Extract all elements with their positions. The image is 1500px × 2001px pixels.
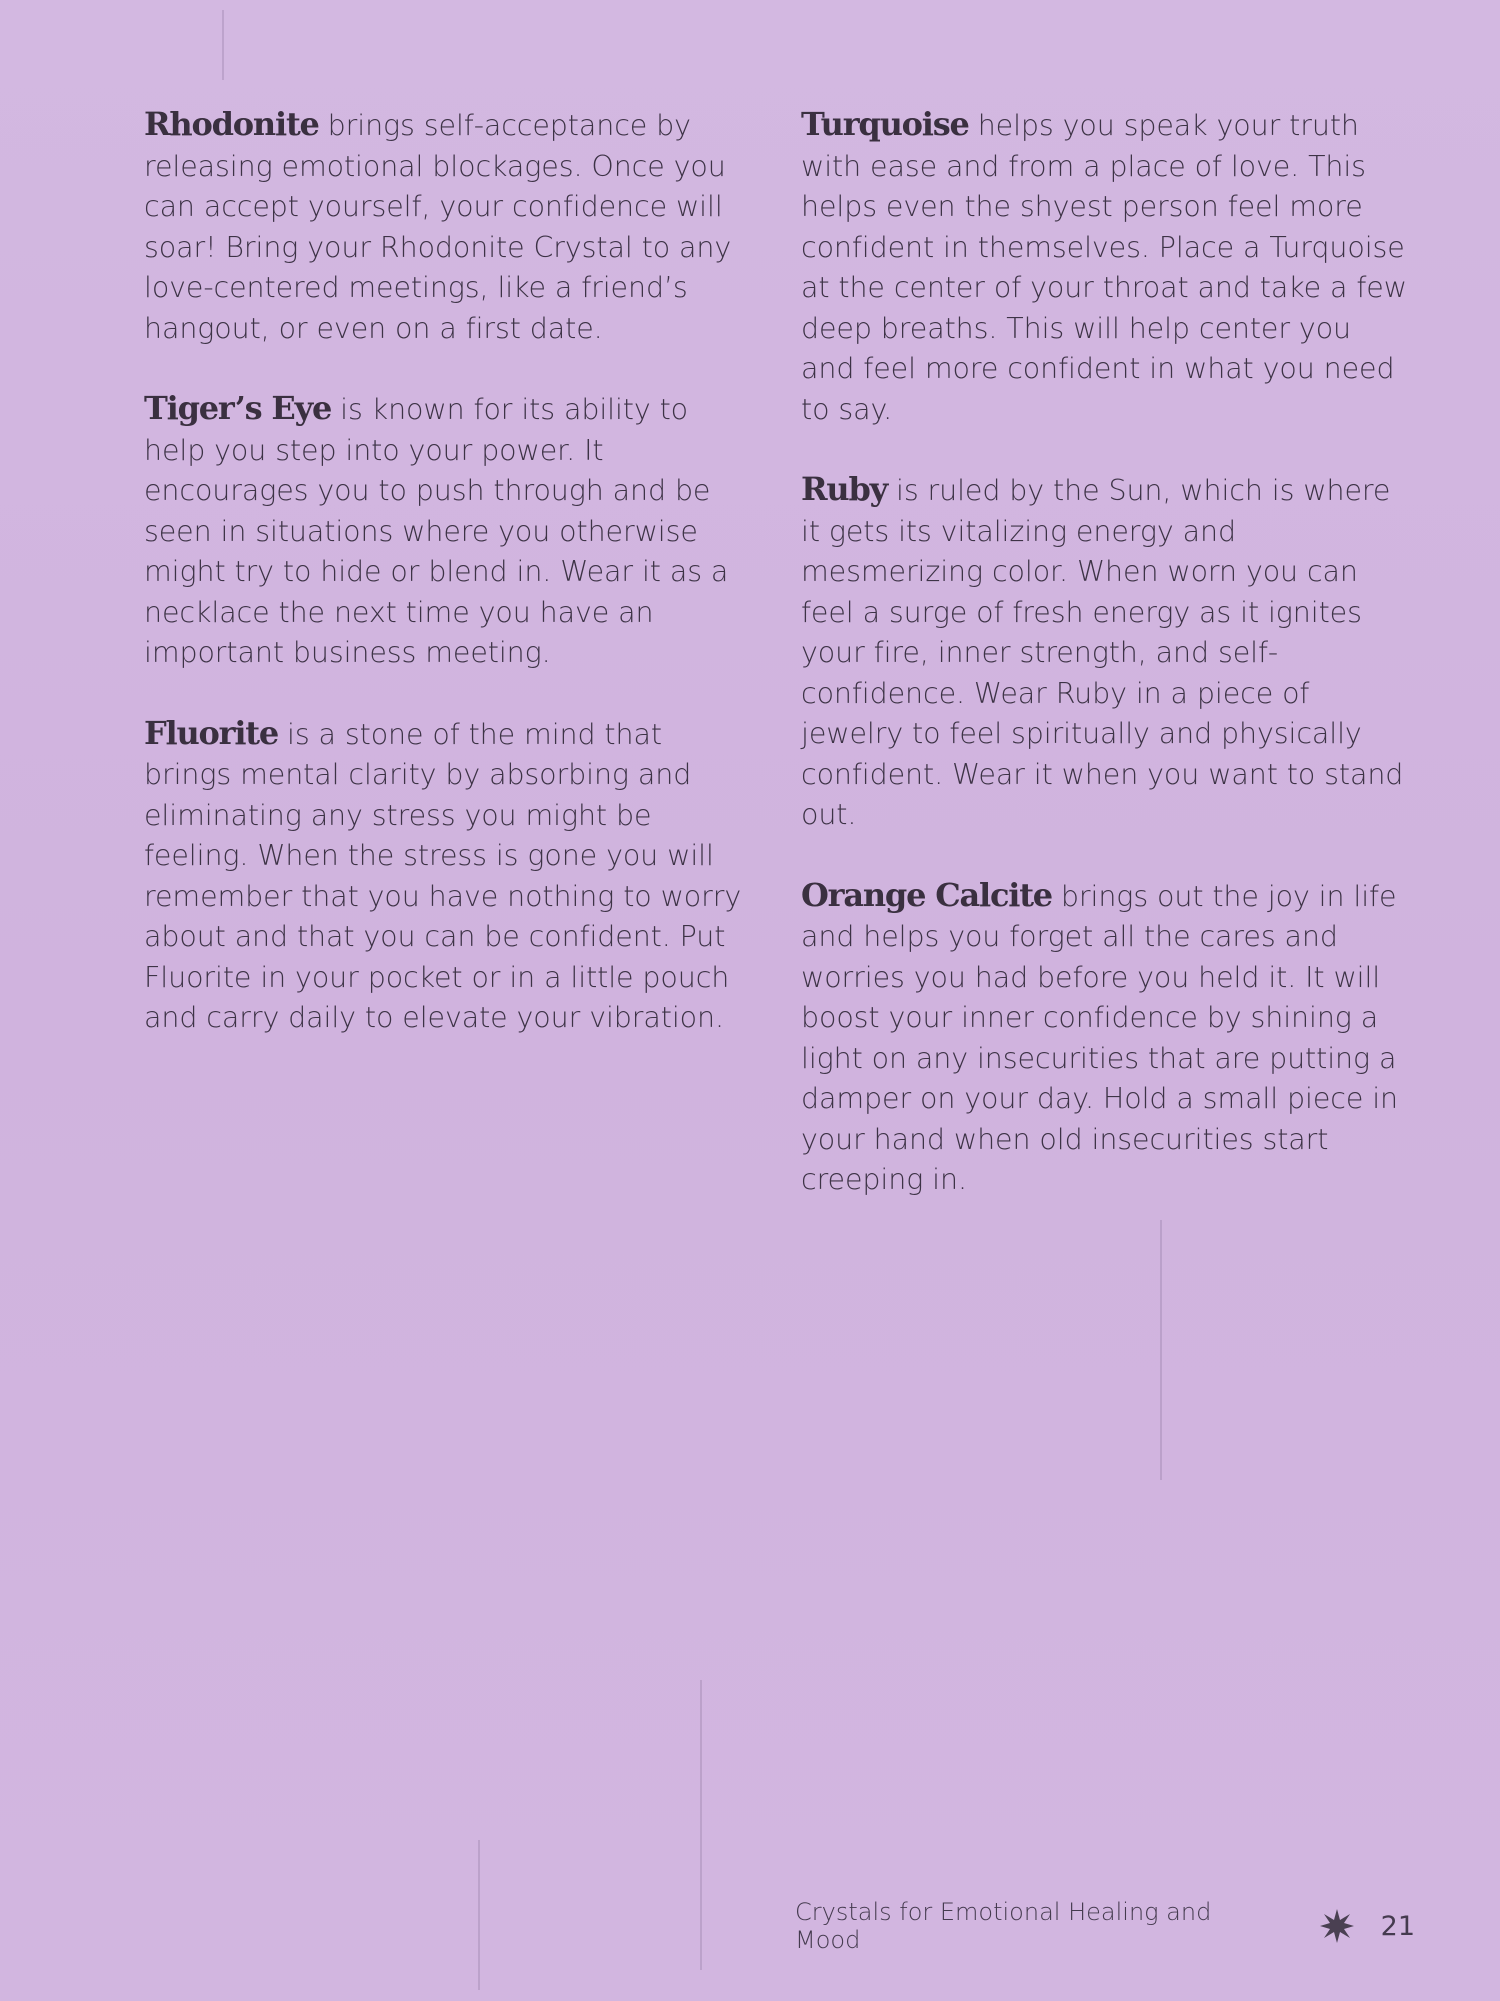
crystal-entry (144, 104, 744, 349)
chapter-title: Crystals for Emotional Healing and Mood (795, 1898, 1212, 1954)
crystal-entry (801, 104, 1411, 430)
paper-scratch (222, 10, 224, 80)
crystal-name: Orange Calcite (801, 875, 1052, 914)
page-number: 21 (1380, 1910, 1415, 1942)
crystal-entry (801, 469, 1411, 836)
crystal-name: Fluorite (144, 713, 279, 752)
left-column (144, 104, 744, 1078)
crystal-name: Rhodonite (144, 105, 319, 143)
right-column (801, 104, 1411, 1240)
crystal-description: is known for its ability to help you step into your power. It encourages you to push through and be seen in situations where you otherwise might try to hide or blend in. Wear it as a necklace the next time you have an important business meeting. (144, 393, 729, 669)
crystal-entry (144, 388, 744, 674)
crystal-name: Ruby (801, 470, 888, 508)
crystal-description: is ruled by the Sun, which is where it gets its vitalizing energy and mesmerizing color. When worn you can feel a surge of fresh energy as it ignites your fire, inner strength, and self-confidence. Wear Ruby in a piece of jewelry to feel spiritually and physically confident. Wear it when you want to stand out. (801, 474, 1404, 831)
crystal-entry (801, 875, 1411, 1201)
page-footer (795, 1898, 1415, 1954)
paper-scratch (700, 1680, 702, 1970)
crystal-description: is a stone of the mind that brings mental clarity by absorbing and eliminating any stress you might be feeling. When the stress is gone you will remember that you have nothing to worry about and that you can be confident. Put Fluorite in your pocket or in a little pouch and carry daily to elevate your vibration. (144, 717, 742, 1034)
star-burst-icon (1319, 1908, 1355, 1944)
crystal-entry (144, 713, 744, 1039)
paper-scratch (478, 1840, 480, 1990)
crystal-name: Turquoise (801, 105, 969, 143)
crystal-name: Tiger’s Eye (144, 389, 332, 427)
paper-scratch (1160, 1220, 1162, 1480)
crystal-description: helps you speak your truth with ease and from a place of love. This helps even the shyest person feel more confident in themselves. Place a Turquoise at the center of your throat and take a few deep breaths. This will help center you and feel more confident in what you need to say. (801, 109, 1407, 426)
crystal-description: brings self-acceptance by releasing emotional blockages. Once you can accept yourself, your confidence will soar! Bring your Rhodonite Crystal to any love-centered meetings, like a friend’s hangout, or even on a first date. (144, 109, 732, 345)
crystal-description: brings out the joy in life and helps you forget all the cares and worries you had before you held it. It will boost your inner confidence by shining a light on any insecurities that are putting a damper on your day. Hold a small piece in your hand when old insecurities start creeping in. (801, 879, 1399, 1196)
